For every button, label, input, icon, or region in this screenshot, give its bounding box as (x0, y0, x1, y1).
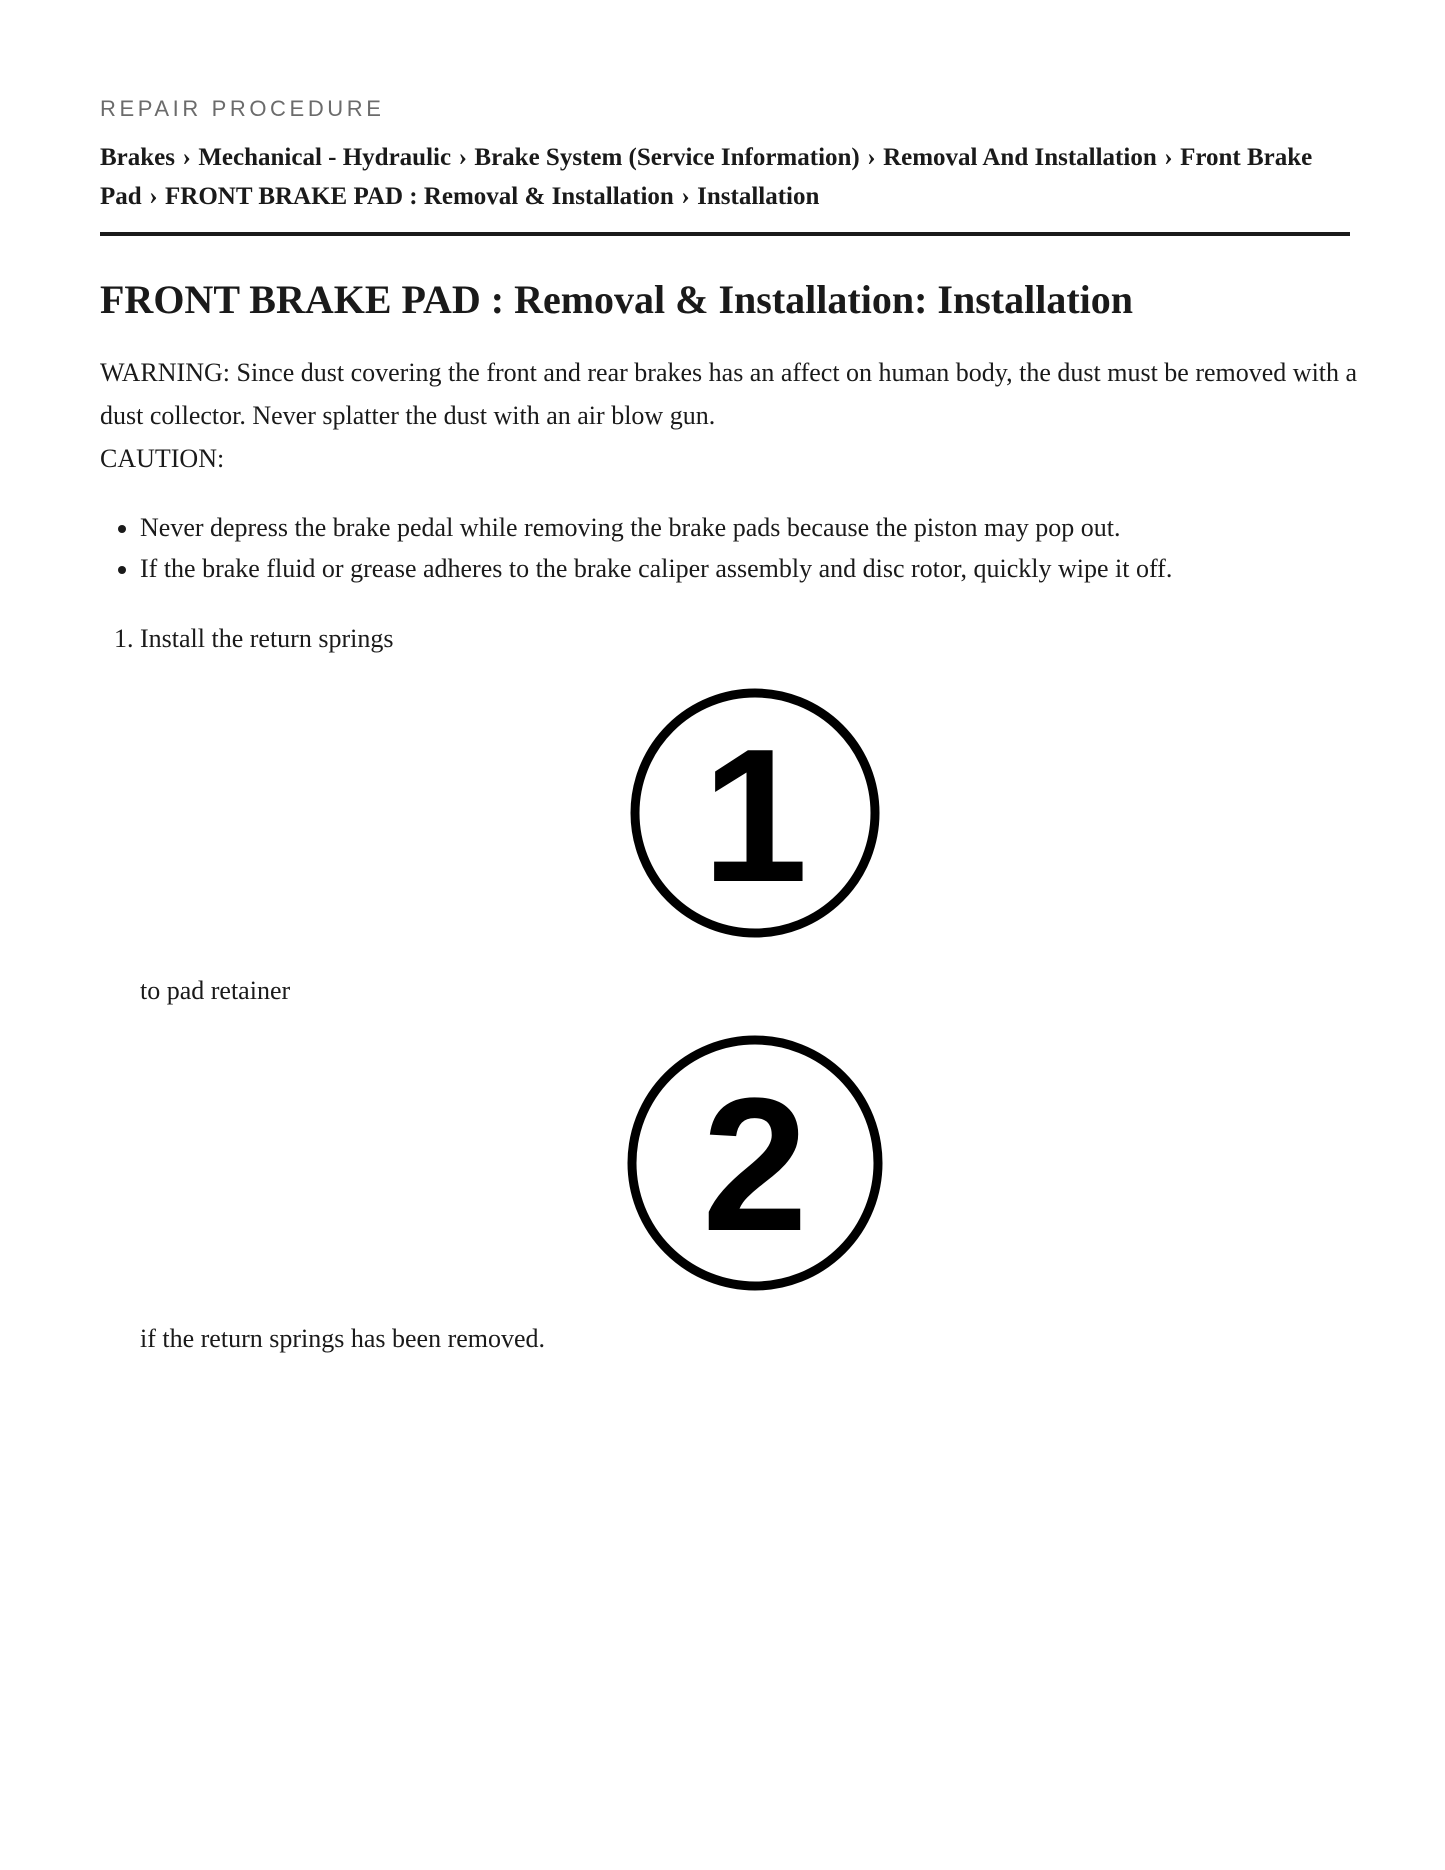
breadcrumb-item-brake-system: Brake System (Service Information) (474, 144, 860, 171)
document-kicker: REPAIR PROCEDURE (100, 96, 385, 121)
step-text-middle: to pad retainer (140, 976, 291, 1005)
breadcrumb-item-installation: Installation (697, 183, 820, 210)
breadcrumb-item-front-brake-pad-removal: FRONT BRAKE PAD : Removal & Installation (165, 183, 674, 210)
callout-1-icon (625, 683, 885, 943)
breadcrumb-separator: › (1164, 144, 1173, 171)
caution-label: CAUTION: (100, 444, 225, 473)
installation-steps (100, 619, 1345, 1359)
breadcrumb-separator: › (681, 183, 690, 210)
breadcrumb-separator: › (182, 144, 191, 171)
breadcrumb-item-front-brake-pad: Front Brake Pad (100, 144, 1313, 210)
caution-item: • If the brake fluid or grease adheres to the brake caliper assembly and disc rotor, quickly wipe it off. (140, 548, 1345, 589)
callout-2-icon (625, 1033, 885, 1293)
caution-item: • Never depress the brake pedal while removing the brake pads because the piston may pop out. (140, 507, 1345, 548)
breadcrumb (100, 138, 1350, 216)
step-item (140, 619, 1345, 1359)
header-divider (100, 232, 1350, 236)
caution-list (100, 507, 1345, 589)
callout-2-number: 2 (702, 1059, 808, 1271)
page-title: FRONT BRAKE PAD : Removal & Installation: Installation (100, 277, 1134, 322)
breadcrumb-item-removal-and-installation: Removal And Installation (883, 144, 1157, 171)
breadcrumb-separator: › (149, 183, 158, 210)
warning-text: WARNING: Since dust covering the front and rear brakes has an affect on human body, the dust must be removed with a dust collector. Never splatter the dust with an air blow gun. (100, 358, 1358, 430)
step-text-before: 1. Install the return springs (140, 624, 394, 653)
breadcrumb-item-brakes: Brakes (100, 144, 175, 171)
breadcrumb-separator: › (867, 144, 876, 171)
step-text-after: if the return springs has been removed. (140, 1324, 546, 1353)
breadcrumb-separator: › (458, 144, 467, 171)
callout-1-number: 1 (702, 710, 808, 922)
breadcrumb-item-mechanical-hydraulic: Mechanical - Hydraulic (198, 144, 452, 171)
